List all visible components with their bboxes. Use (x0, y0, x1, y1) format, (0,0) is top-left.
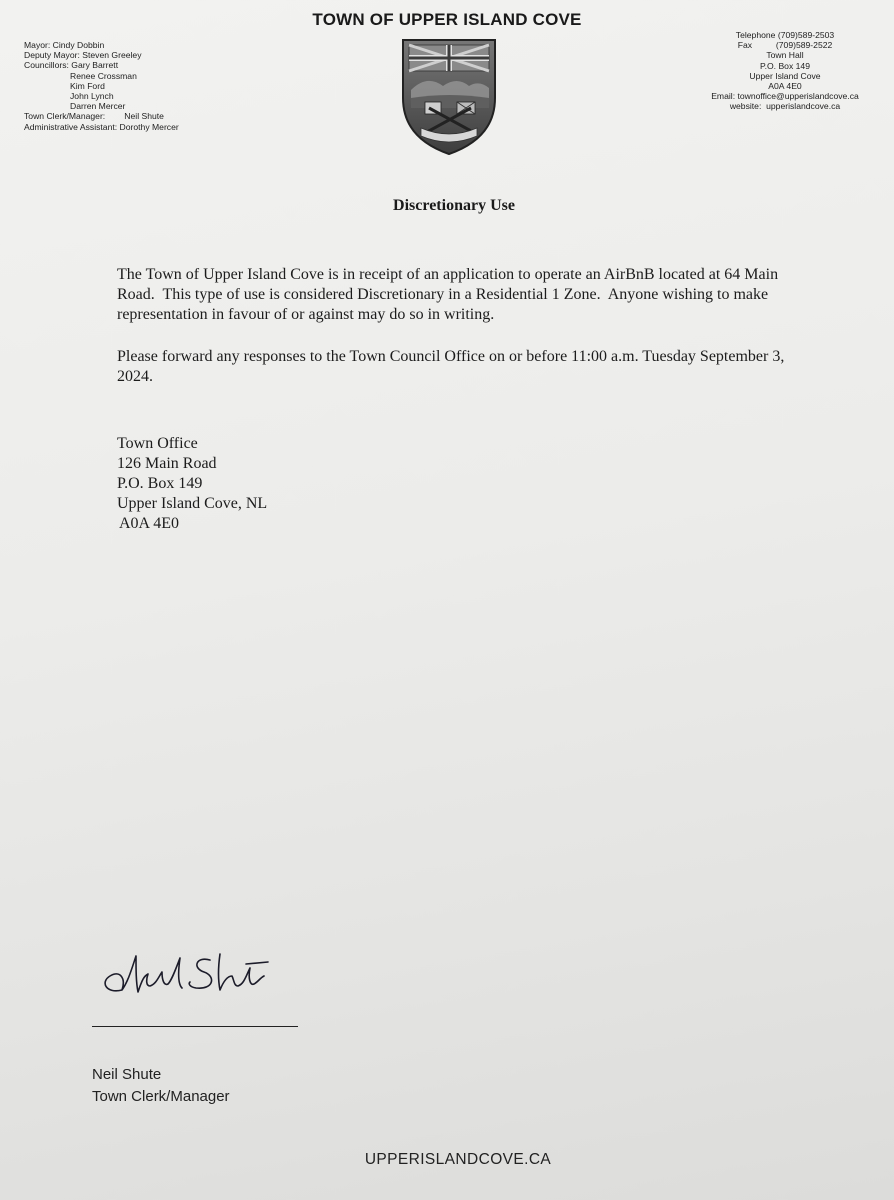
footer-website: UPPERISLANDCOVE.CA (364, 1151, 552, 1168)
signature-mark (92, 946, 282, 1006)
address-line: A0A 4E0 (119, 515, 179, 532)
notice-paragraph-application: The Town of Upper Island Cove is in receipt of an application to operate an AirBnB located at 64 Main Road. This type of use is considered Discretionary in a Residential 1 Zone. Anyone wishing to make representation in favour of or against may do so in writing. (117, 266, 783, 323)
contact-fax: Fax (709)589-2522 (737, 40, 833, 51)
address-line: P.O. Box 149 (117, 475, 203, 492)
staff-admin: Administrative Assistant: Dorothy Mercer (24, 121, 179, 132)
signature-line (92, 1026, 298, 1027)
address-line: Upper Island Cove, NL (117, 495, 268, 512)
contact-postal-code: A0A 4E0 (768, 81, 802, 92)
contact-website: website: upperislandcove.ca (729, 101, 841, 112)
contact-town: Upper Island Cove (749, 70, 821, 81)
town-title: TOWN OF UPPER ISLAND COVE (312, 10, 582, 29)
contact-po-box: P.O. Box 149 (759, 60, 810, 71)
staff-clerk: Town Clerk/Manager: Neil Shute (24, 111, 164, 122)
mailing-address (117, 434, 817, 534)
town-crest-icon (397, 36, 501, 156)
contact-town-hall: Town Hall (766, 50, 804, 61)
signer-block (92, 1064, 230, 1108)
signer-name: Neil Shute (92, 1066, 162, 1083)
contact-telephone: Telephone (709)589-2503 (735, 30, 835, 40)
council-councillors: Councillors: Gary Barrett (24, 60, 119, 71)
councillor-name: John Lynch (70, 91, 114, 102)
council-mayor: Mayor: Cindy Dobbin (24, 40, 105, 50)
councillor-name: Darren Mercer (70, 101, 126, 112)
address-line: 126 Main Road (117, 455, 217, 472)
councillor-name: Kim Ford (70, 80, 105, 91)
notice-heading: Discretionary Use (393, 197, 515, 214)
council-deputy-mayor: Deputy Mayor: Steven Greeley (24, 50, 142, 61)
councillor-name: Renee Crossman (70, 70, 137, 81)
council-list (24, 40, 179, 132)
signer-title: Town Clerk/Manager (92, 1088, 230, 1105)
contact-email: Email: townoffice@upperislandcove.ca (711, 91, 859, 102)
contact-block (690, 30, 880, 112)
notice-paragraph-responses: Please forward any responses to the Town Council Office on or before 11:00 a.m. Tuesday September 3, 2024. (117, 348, 785, 385)
address-line: Town Office (117, 435, 198, 452)
